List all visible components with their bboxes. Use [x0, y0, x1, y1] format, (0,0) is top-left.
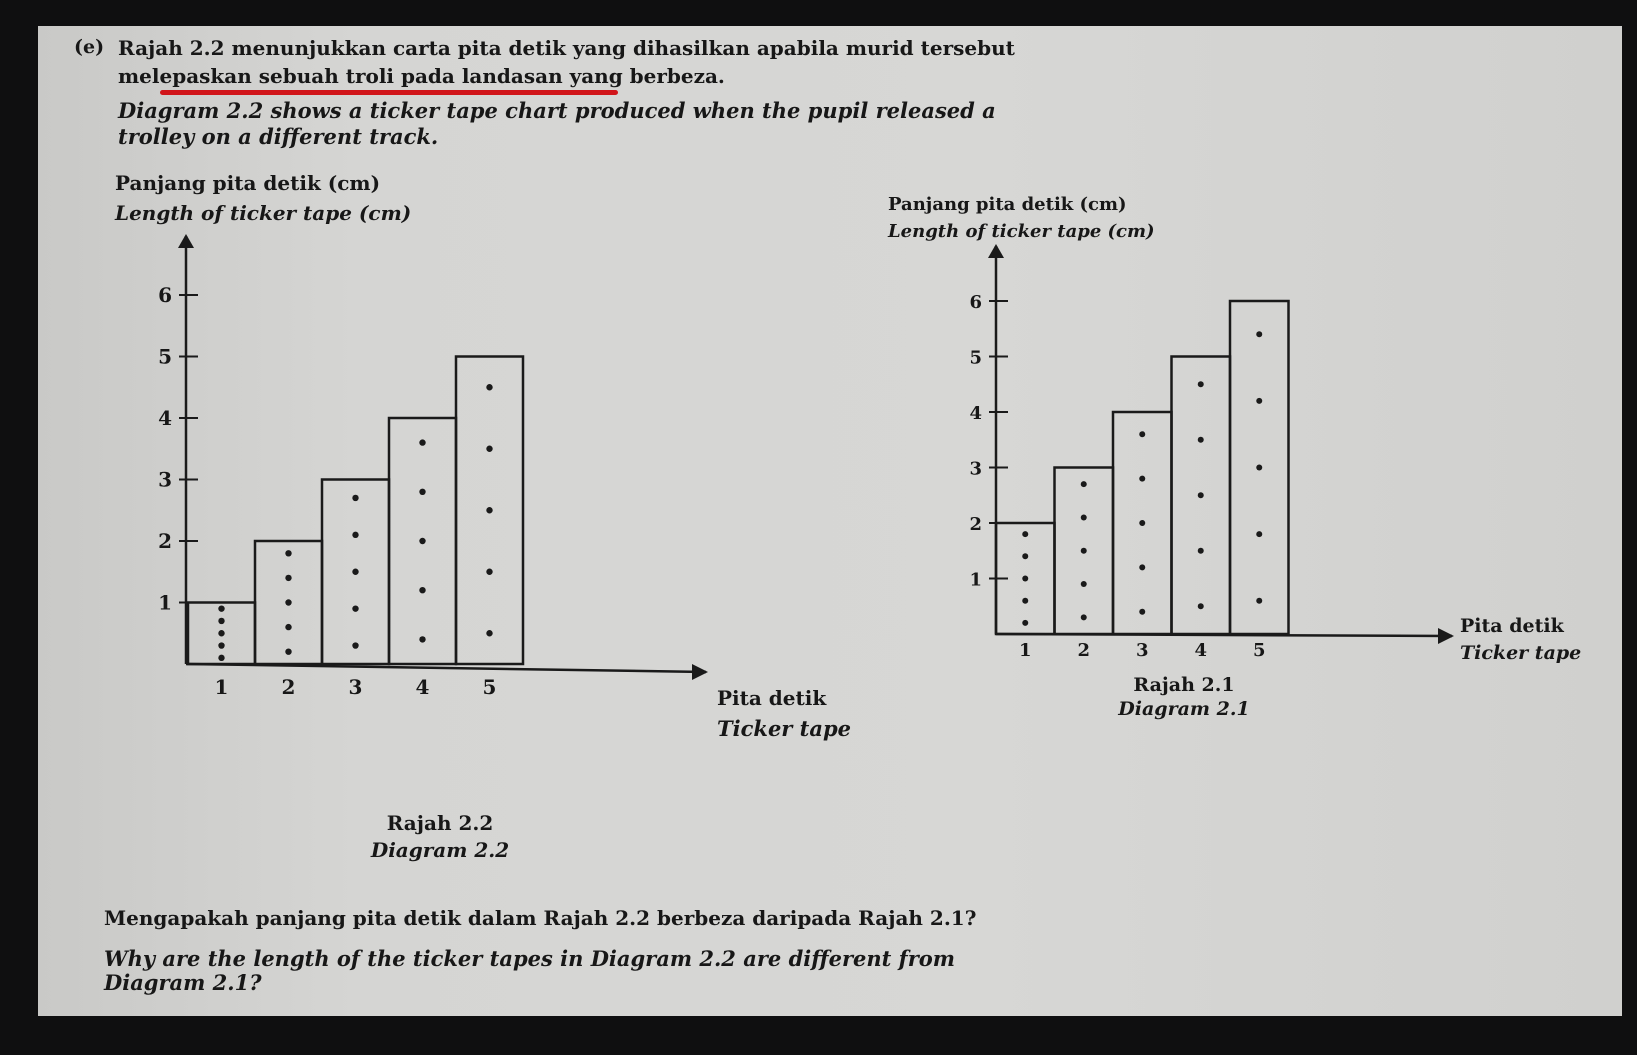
- chart1-tape-dot: [285, 624, 291, 630]
- chart2-y-tick-label: 6: [969, 292, 982, 313]
- chart1-tape-dot: [419, 439, 425, 445]
- chart1-tape-dot: [352, 532, 358, 538]
- chart1-tape-dot: [486, 569, 492, 575]
- chart1-y-tick-label: 2: [158, 529, 172, 553]
- chart2-tape-dot: [1081, 614, 1087, 620]
- chart1-ylabel-english: Length of ticker tape (cm): [115, 201, 412, 225]
- chart1-x-tick-label: 1: [214, 675, 229, 699]
- question-malay-line1: Rajah 2.2 menunjukkan carta pita detik yang dihasilkan apabila murid tersebut: [118, 36, 1015, 60]
- chart2-tape-dot: [1081, 514, 1087, 520]
- chart1-tape-dot: [419, 489, 425, 495]
- chart1-tape-dot: [218, 605, 224, 611]
- chart1-x-axis-arrow-icon: [692, 664, 708, 680]
- chart2-tape-dot: [1139, 431, 1145, 437]
- chart2-y-axis-arrow-icon: [988, 244, 1004, 258]
- chart1-x-tick-label: 3: [348, 675, 363, 699]
- chart1-tape-dot: [218, 655, 224, 661]
- chart2-tape-dot: [1022, 576, 1028, 582]
- chart1-xlabel-english: Ticker tape: [717, 716, 852, 741]
- chart2-plot: [969, 244, 1454, 661]
- chart1-tape-dot: [352, 642, 358, 648]
- chart2-tape-dot: [1081, 481, 1087, 487]
- chart1-x-tick-label: 4: [415, 675, 430, 699]
- chart1-tape-dot: [285, 550, 291, 556]
- chart2-tape-dot: [1139, 609, 1145, 615]
- chart2-tape-dot: [1139, 520, 1145, 526]
- chart1-y-axis-arrow-icon: [178, 234, 194, 248]
- chart1-tape-dot: [352, 605, 358, 611]
- chart2-y-tick-label: 5: [969, 347, 982, 369]
- chart2-tape-dot: [1081, 548, 1087, 554]
- chart2-caption-english: Diagram 2.1: [1118, 698, 1250, 720]
- followup-question-english-line1: Why are the length of the ticker tapes in Diagram 2.2 are different from: [104, 946, 955, 971]
- chart2-caption-malay: Rajah 2.1: [1133, 674, 1235, 696]
- chart1-tape-dot: [419, 636, 425, 642]
- chart1-y-tick-label: 4: [158, 406, 172, 430]
- chart1-plot: [158, 234, 708, 699]
- chart2-y-tick-label: 3: [969, 458, 982, 480]
- chart2-tape-dot: [1256, 331, 1262, 337]
- chart2-tape-dot: [1022, 598, 1028, 604]
- chart2-tape-dot: [1198, 548, 1204, 554]
- chart1-x-tick-label: 5: [482, 675, 497, 699]
- chart1-tape-dot: [285, 575, 291, 581]
- chart2-tape-dot: [1022, 553, 1028, 559]
- chart2-x-axis-arrow-icon: [1438, 628, 1454, 644]
- chart2-tape-dot: [1198, 603, 1204, 609]
- chart2-y-tick-label: 2: [969, 514, 982, 535]
- question-malay-line2: melepaskan sebuah troli pada landasan yang berbeza.: [118, 64, 725, 88]
- chart1-tape-dot: [486, 384, 492, 390]
- chart1-tape-dot: [352, 495, 358, 501]
- chart1-caption-english: Diagram 2.2: [370, 838, 510, 862]
- chart1-tape-dot: [486, 630, 492, 636]
- chart2-xlabel-malay: Pita detik: [1460, 615, 1564, 637]
- chart1-tape-dot: [419, 538, 425, 544]
- question-english-line1: Diagram 2.2 shows a ticker tape chart produced when the pupil released a: [118, 98, 996, 123]
- chart2-tape-dot: [1256, 598, 1262, 604]
- chart2-tape-dot: [1081, 581, 1087, 587]
- chart2-x-tick-label: 2: [1077, 640, 1091, 661]
- chart1-tape-dot: [486, 446, 492, 452]
- chart2-ylabel-english: Length of ticker tape (cm): [888, 221, 1155, 242]
- chart2-tape-dot: [1139, 564, 1145, 570]
- chart2-tape-dot: [1139, 476, 1145, 482]
- chart1-tape-dot: [486, 507, 492, 513]
- chart1-tape-dot: [285, 599, 291, 605]
- chart2-xlabel-english: Ticker tape: [1460, 642, 1582, 664]
- chart1-tape-dot: [419, 587, 425, 593]
- chart2-tape-dot: [1256, 531, 1262, 537]
- chart2-tape-dot: [1198, 437, 1204, 443]
- chart2-ylabel-malay: Panjang pita detik (cm): [888, 194, 1127, 215]
- chart2-tape-dot: [1198, 492, 1204, 498]
- chart2-x-tick-label: 4: [1194, 640, 1208, 661]
- chart1-tape-dot: [218, 618, 224, 624]
- chart1-tape-dot: [218, 630, 224, 636]
- chart2-x-tick-label: 1: [1018, 640, 1032, 661]
- chart2-tape-dot: [1256, 465, 1262, 471]
- chart1-xlabel-malay: Pita detik: [717, 686, 827, 710]
- chart2-tape-dot: [1198, 381, 1204, 387]
- followup-question-english-line2: Diagram 2.1?: [104, 970, 262, 995]
- chart2-x-tick-label: 3: [1135, 640, 1149, 661]
- chart2-tape-dot: [1022, 531, 1028, 537]
- chart1-y-tick-label: 5: [158, 344, 172, 369]
- chart2-tape-dot: [1022, 620, 1028, 626]
- chart1-ylabel-malay: Panjang pita detik (cm): [115, 171, 381, 195]
- chart1-y-tick-label: 3: [158, 467, 172, 492]
- chart1-tape-dot: [285, 649, 291, 655]
- chart2-y-tick-label: 4: [969, 403, 982, 424]
- chart1-y-tick-label: 6: [158, 283, 172, 307]
- followup-question-malay: Mengapakah panjang pita detik dalam Rajah 2.2 berbeza daripada Rajah 2.1?: [104, 906, 977, 930]
- chart2-tape-dot: [1256, 398, 1262, 404]
- chart2-x-tick-label: 5: [1252, 640, 1266, 661]
- chart1-caption-malay: Rajah 2.2: [386, 811, 494, 835]
- chart1-y-tick-label: 1: [158, 590, 172, 615]
- chart1-tape-dot: [352, 569, 358, 575]
- chart1-tape-dot: [218, 642, 224, 648]
- chart1-x-tick-label: 2: [281, 675, 296, 699]
- chart2-y-tick-label: 1: [969, 569, 982, 591]
- question-english-line2: trolley on a different track.: [118, 124, 439, 149]
- question-label: (e): [74, 36, 105, 58]
